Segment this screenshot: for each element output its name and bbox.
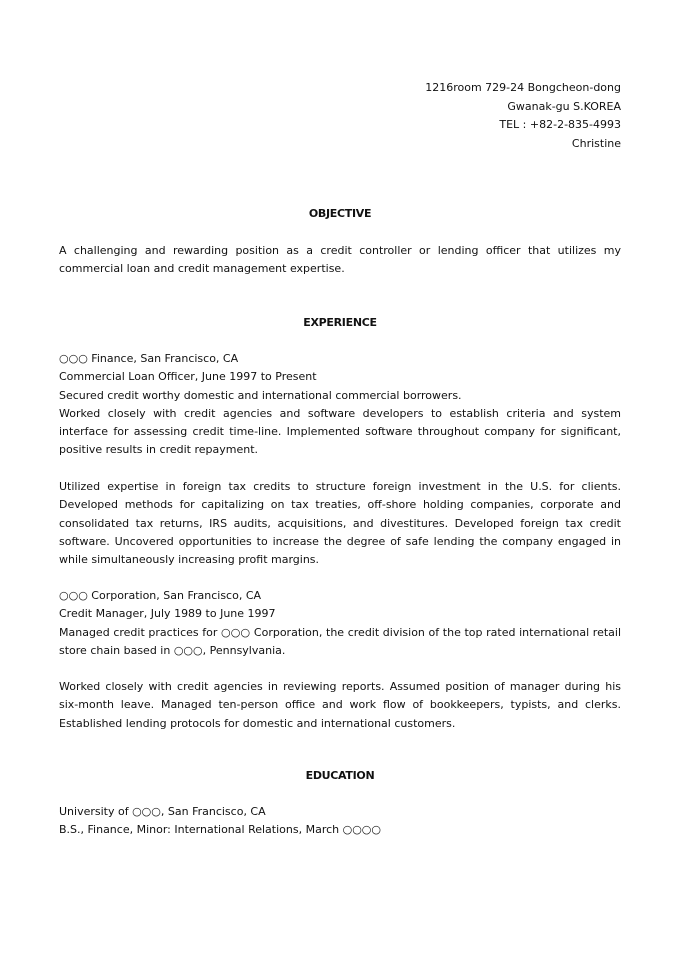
address-line-2: Gwanak-gu S.KOREA <box>507 99 621 113</box>
phone-line: TEL : +82-2-835-4993 <box>499 118 621 131</box>
education-degree: B.S., Finance, Minor: International Relations, March ○○○○ <box>59 823 382 837</box>
job1-title: Commercial Loan Officer, June 1997 to Present <box>59 370 317 384</box>
job1-paragraph-3: Utilized expertise in foreign tax credits to structure foreign investment in the U.S. for clients. Developed methods for capitalizing on tax treaties, off-shore holding companies, corporate and consolidated tax returns, IRS audits, acquisitions, and divestitures. Developed foreign tax credit software. Uncovered opportunities to increase the degree of safe lending the company engaged in while simultaneously increasing profit margins. <box>59 480 621 567</box>
job1-block <box>59 350 621 460</box>
job2-company: ○○○ Corporation, San Francisco, CA <box>59 589 262 602</box>
education-school: University of ○○○, San Francisco, CA <box>59 805 266 818</box>
job1-paragraph-2: Worked closely with credit agencies and software developers to establish criteria and system interface for assessing credit time-line. Implemented software throughout company for significant, positive results in credit repayment. <box>59 406 621 457</box>
contact-block <box>425 79 621 153</box>
objective-heading: OBJECTIVE <box>308 207 372 220</box>
objective-text: A challenging and rewarding position as a credit controller or lending officer that utilizes my commercial loan and credit management expertise. <box>59 244 621 276</box>
job1-paragraph-1: Secured credit worthy domestic and international commercial borrowers. <box>59 388 462 402</box>
job1-company: ○○○ Finance, San Francisco, CA <box>59 352 239 365</box>
education-block <box>59 803 621 840</box>
address-line-1: 1216room 729-24 Bongcheon-dong <box>425 81 621 94</box>
education-heading: EDUCATION <box>305 769 375 782</box>
job2-paragraph-2: Worked closely with credit agencies in reviewing reports. Assumed position of manager during his six-month leave. Managed ten-person office and work flow of bookkeepers, typists, and clerks. Established lending protocols for domestic and international customers. <box>59 680 621 730</box>
job2-block <box>59 587 621 660</box>
name-line: Christine <box>571 136 621 150</box>
job2-paragraph-1: Managed credit practices for ○○○ Corporation, the credit division of the top rated international retail store chain based in ○○○, Pennsylvania. <box>59 625 621 657</box>
experience-heading: EXPERIENCE <box>303 316 377 329</box>
job2-title: Credit Manager, July 1989 to June 1997 <box>59 607 276 621</box>
